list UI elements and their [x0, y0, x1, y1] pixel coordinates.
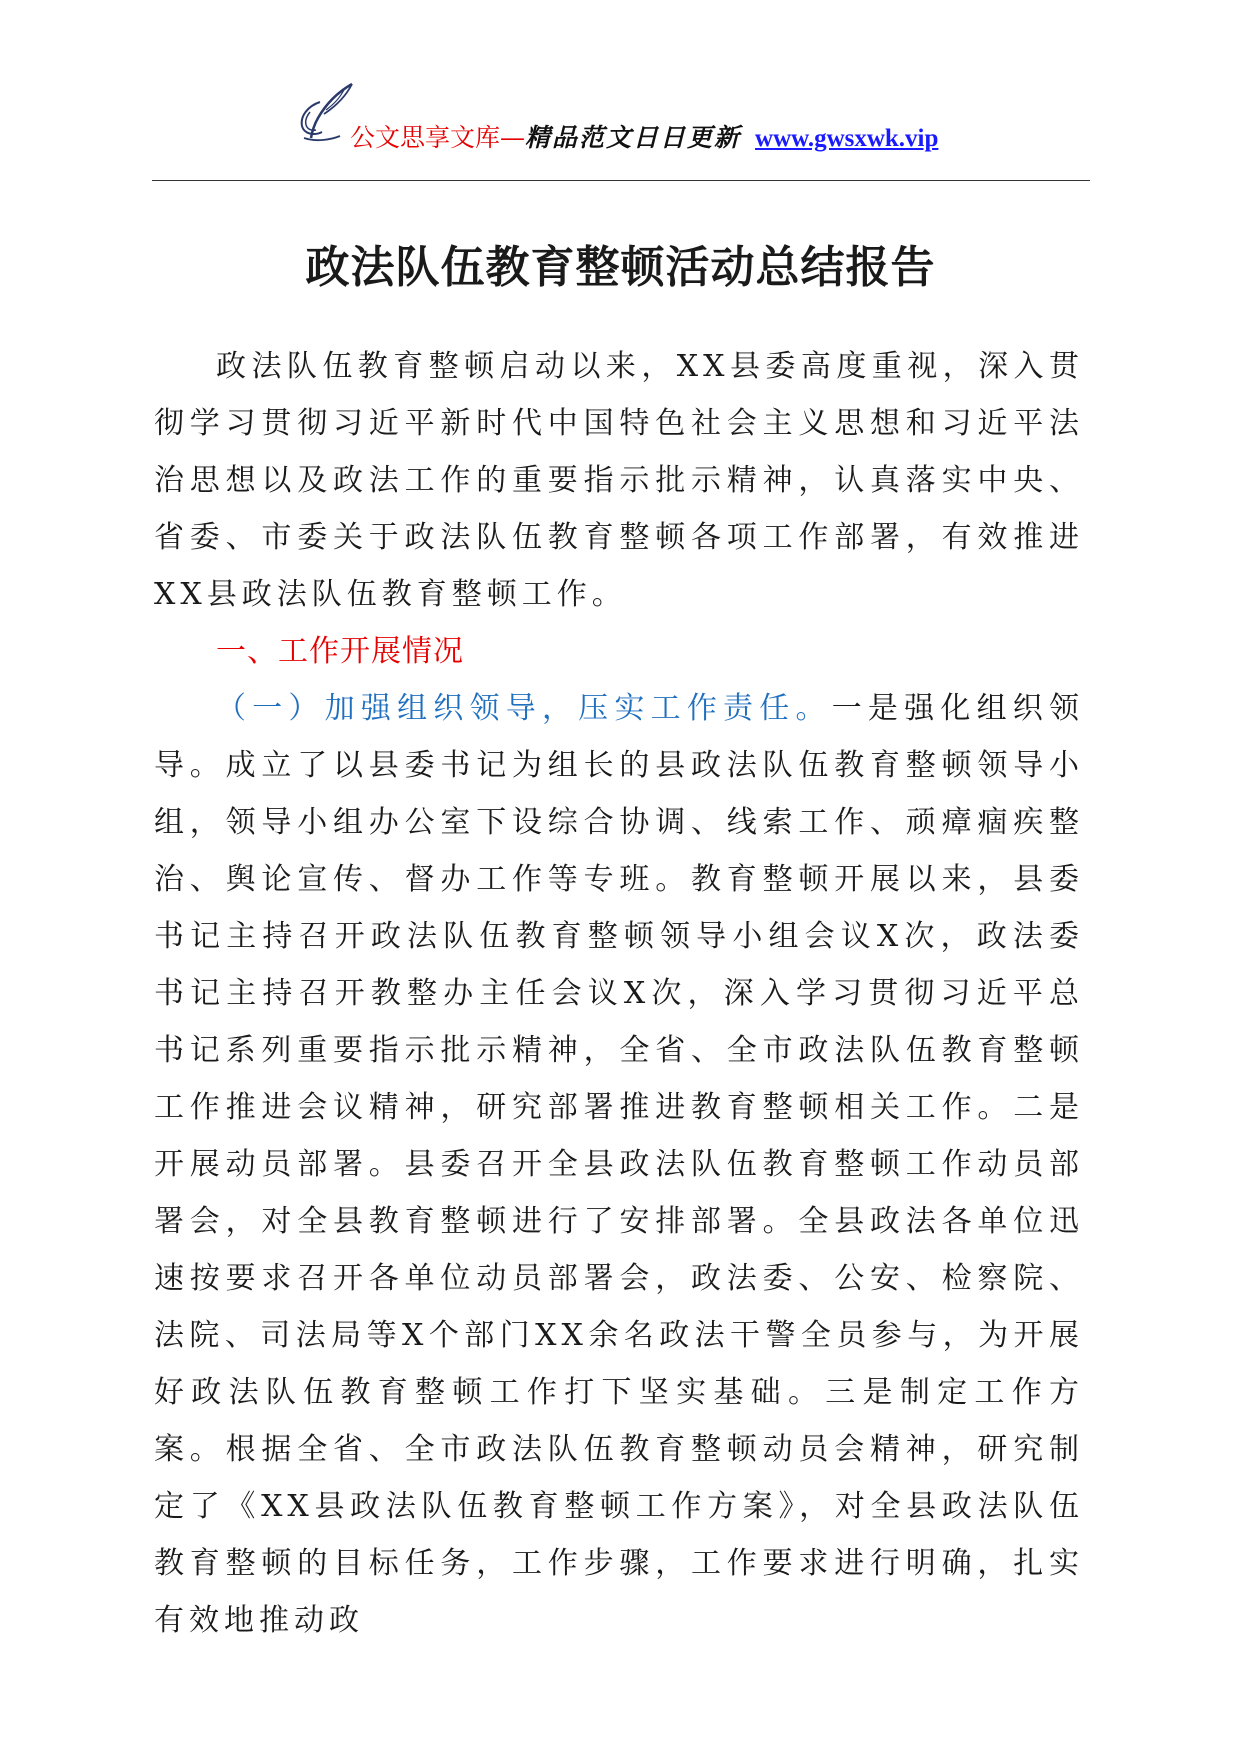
brand-slogan: 精品范文日日更新	[525, 123, 742, 152]
subsection-heading: （一）加强组织领导，压实工作责任。	[216, 691, 832, 726]
subsection-text: 一是强化组织领导。成立了以县委书记为组长的县政法队伍教育整顿领导小组，领导小组办公室下设综合协调、线索工作、顽瘴痼疾整治、舆论宣传、督办工作等专班。教育整顿开展以来，县委书记主持召开政法队伍教育整顿领导小组会议X次，政法委书记主持召开教整办主任会议X次，深入学习贯彻习近平总书记系列重要指示批示精神，全省、全市政法队伍教育整顿工作推进会议精神，研究部署推进教育整顿相关工作。二是开展动员部署。县委召开全县政法队伍教育整顿工作动员部署会，对全县教育整顿进行了安排部署。全县政法各单位迅速按要求召开各单位动员部署会，政法委、公安、检察院、法院、司法局等X个部门XX余名政法干警全员参与，为开展好政法队伍教育整顿工作打下坚实基础。三是制定工作方案。根据全省、全市政法队伍教育整顿动员会精神，研究制定了《XX县政法队伍教育整顿工作方案》，对全县政法队伍教育整顿的目标任务，工作步骤，工作要求进行明确，扎实有效地推动政	[154, 691, 1085, 1638]
header-banner-text	[350, 122, 938, 155]
body-paragraph	[154, 680, 1084, 1649]
intro-paragraph: 政法队伍教育整顿启动以来，XX县委高度重视，深入贯彻学习贯彻习近平新时代中国特色社会主义思想和习近平法治思想以及政法工作的重要指示批示精神，认真落实中央、省委、市委关于政法队伍教育整顿各项工作部署，有效推进XX县政法队伍教育整顿工作。	[154, 349, 1084, 612]
brand-name: 公文思享文库	[350, 123, 501, 152]
section-heading: 一、工作开展情况	[216, 634, 464, 669]
brand-dash: —	[500, 123, 526, 152]
website-link[interactable]: www.gwsxwk.vip	[755, 125, 939, 152]
document-title: 政法队伍教育整顿活动总结报告	[305, 242, 936, 293]
page-header	[150, 82, 1090, 182]
header-divider	[152, 180, 1090, 181]
document-body	[154, 338, 1084, 1649]
